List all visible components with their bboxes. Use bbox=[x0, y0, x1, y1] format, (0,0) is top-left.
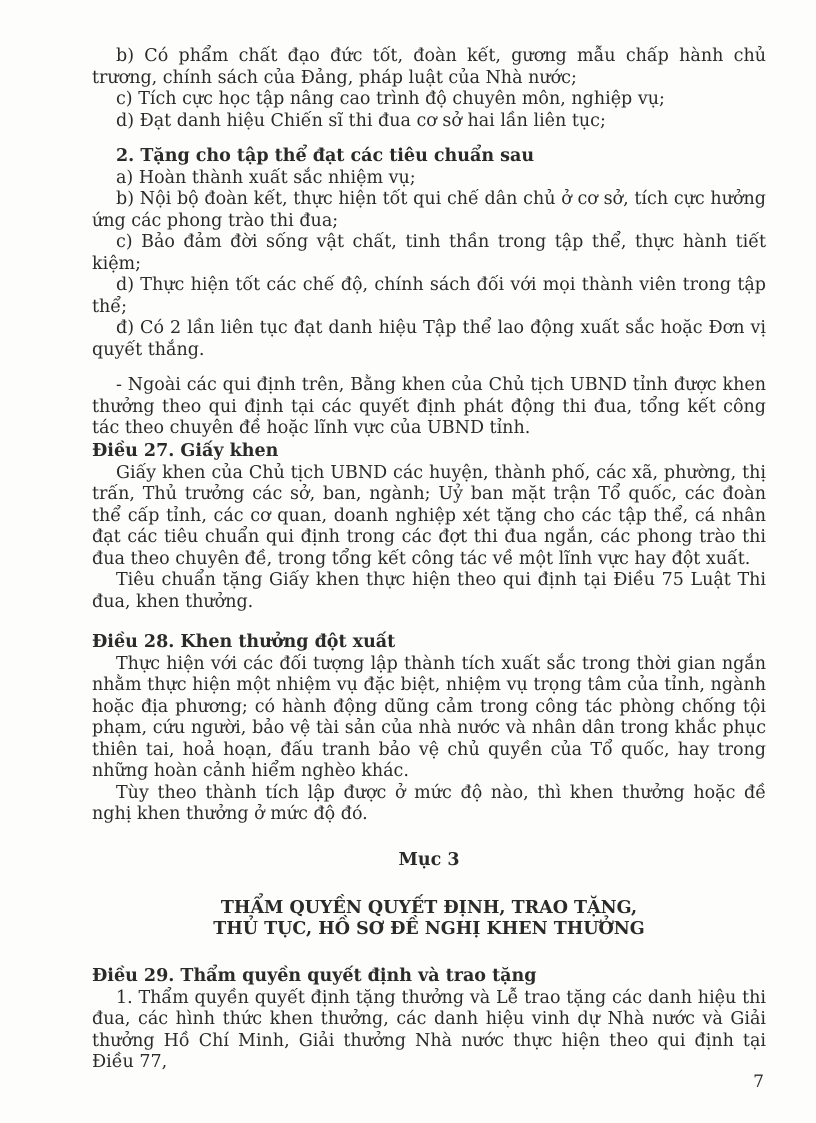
section-title-line-1: THẨM QUYỀN QUYẾT ĐỊNH, TRAO TẶNG, bbox=[220, 897, 638, 918]
article-27 bbox=[92, 441, 766, 613]
section-label: Mục 3 bbox=[398, 850, 460, 870]
article-27-paragraph: Tiêu chuẩn tặng Giấy khen thực hiện theo qui định tại Điều 75 Luật Thi đua, khen thưởng. bbox=[92, 570, 766, 612]
article-29 bbox=[92, 966, 766, 1074]
article-28-heading: Điều 28. Khen thưởng đột xuất bbox=[92, 632, 396, 652]
article-29-paragraph: 1. Thẩm quyền quyết định tặng thưởng và Lễ trao tặng các danh hiệu thi đua, các hình thức khen thưởng, các danh hiệu vinh dự Nhà nước và Giải thưởng Hồ Chí Minh, Giải thưởng Nhà nước thực hiện theo qui định tại Điều 77, bbox=[92, 987, 766, 1072]
article-28-paragraph: Tùy theo thành tích lập được ở mức độ nào, thì khen thưởng hoặc đề nghị khen thưởng ở mức độ đó. bbox=[92, 782, 766, 824]
item-b: b) Có phẩm chất đạo đức tốt, đoàn kết, gương mẫu chấp hành chủ trương, chính sách của Đảng, pháp luật của Nhà nước; bbox=[92, 46, 766, 88]
section2-note: - Ngoài các qui định trên, Bằng khen của Chủ tịch UBND tỉnh được khen thưởng theo qui định tại các quyết định phát động thi đua, tổng kết công tác theo chuyên đề hoặc lĩnh vực của UBND tỉnh. bbox=[92, 375, 766, 438]
article-28-paragraph: Thực hiện với các đối tượng lập thành tích xuất sắc trong thời gian ngắn nhằm thực hiện một nhiệm vụ đặc biệt, nhiệm vụ trọng tâm của tỉnh, ngành hoặc địa phương; có hành động dũng cảm trong công tác phòng chống tội phạm, cứu người, bảo vệ tài sản của nhà nước và nhân dân trong khắc phục thiên tai, hoả hoạn, đấu tranh bảo vệ chủ quyền của Tổ quốc, hay trong những hoàn cảnh hiểm nghèo khác. bbox=[92, 653, 766, 781]
muc-3 bbox=[92, 850, 766, 941]
section2 bbox=[92, 146, 766, 440]
section-title-line-2: THỦ TỤC, HỒ SƠ ĐỀ NGHỊ KHEN THƯỞNG bbox=[213, 919, 645, 939]
section2-heading: 2. Tặng cho tập thể đạt các tiêu chuẩn sau bbox=[116, 146, 535, 166]
item-d: d) Đạt danh hiệu Chiến sĩ thi đua cơ sở hai lần liên tục; bbox=[116, 110, 606, 131]
article-27-paragraph: Giấy khen của Chủ tịch UBND các huyện, thành phố, các xã, phường, thị trấn, Thủ trưởng các sở, ban, ngành; Uỷ ban mặt trận Tổ quốc, các đoàn thể cấp tỉnh, các cơ quan, doanh nghiệp xét tặng cho các tập thể, cá nhân đạt các tiêu chuẩn qui định trong các đợt thi đua ngắn, các phong trào thi đua theo chuyên đề, trong tổng kết công tác về một lĩnh vực hay đột xuất. bbox=[92, 462, 766, 569]
item-c: c) Tích cực học tập nâng cao trình độ chuyên môn, nghiệp vụ; bbox=[116, 89, 665, 109]
page-number: 7 bbox=[753, 1072, 764, 1092]
article-27-heading: Điều 27. Giấy khen bbox=[92, 441, 279, 461]
article-29-heading: Điều 29. Thẩm quyền quyết định và trao tặng bbox=[92, 966, 537, 986]
item-d: d) Thực hiện tốt các chế độ, chính sách đối với mọi thành viên trong tập thể; bbox=[92, 275, 766, 317]
item-b: b) Nội bộ đoàn kết, thực hiện tốt qui chế dân chủ ở cơ sở, tích cực hưởng ứng các phong trào thi đua; bbox=[92, 189, 766, 231]
item-a: a) Hoàn thành xuất sắc nhiệm vụ; bbox=[116, 167, 416, 188]
article-28 bbox=[92, 632, 766, 826]
item-dd: đ) Có 2 lần liên tục đạt danh hiệu Tập thể lao động xuất sắc hoặc Đơn vị quyết thắng. bbox=[92, 318, 766, 360]
item-c: c) Bảo đảm đời sống vật chất, tinh thần trong tập thể, thực hành tiết kiệm; bbox=[92, 232, 766, 274]
section1-items bbox=[92, 46, 766, 132]
